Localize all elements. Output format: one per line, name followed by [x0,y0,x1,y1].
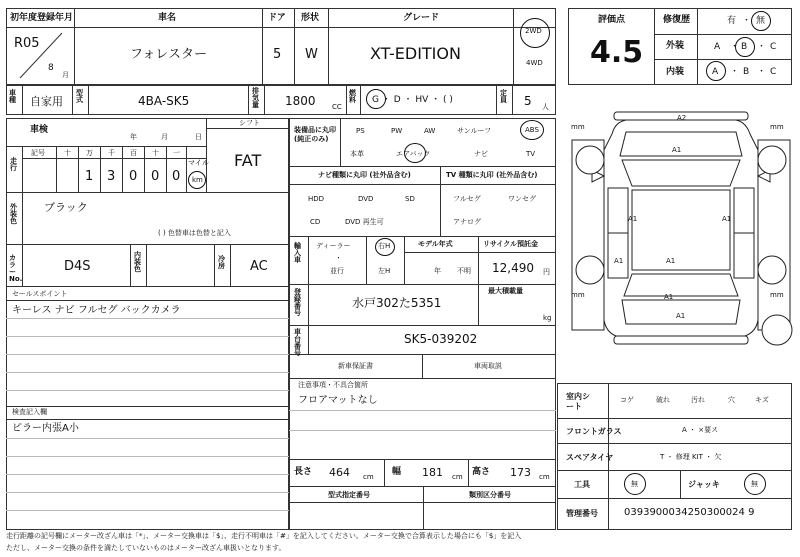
mgmt-label: 管理番号 [566,509,598,518]
import-parallel: 並行 [330,267,344,275]
inspector-value: ピラー内張A小 [12,423,79,434]
diagram-mark: A1 [676,312,686,320]
length-label: 長さ [294,467,313,477]
interior-a: A [712,67,719,77]
first-reg-month: 8 [48,63,54,73]
seat-item: 汚れ [691,396,705,404]
model-year-unknown: 不明 [457,267,471,275]
mileage-h-mile: マイル [188,159,209,167]
inspection-day-unit: 日 [195,133,202,141]
interior-dot1: ・ [730,67,740,77]
navi-type-label: ナビ種類に丸印 (社外品含む) [318,171,411,179]
height-value: 173 [510,466,531,479]
class-label: 類別区分番号 [469,491,511,499]
car-name-label: 車名 [158,13,177,23]
kg-unit: kg [543,314,552,322]
score-value: 4.5 [590,35,644,70]
navi-hdd: HDD [308,195,325,203]
equip-abs: ABS [525,126,539,134]
drive-2wd: 2WD [525,27,542,35]
notes-value: フロアマットなし [298,395,378,406]
color-value: ブラック [44,201,88,214]
fuel-value: G ・ D ・ HV ・ ( ) [372,95,453,105]
color-note: ( ) 色替車は色替と記入 [158,229,231,237]
length-cm: cm [363,473,374,481]
shift-value: FAT [234,151,262,170]
equip-pw: PW [391,127,403,135]
seat-item: 穴 [728,396,735,404]
mileage-h-ichi: 一 [173,149,180,157]
footer-line1: 走行距離の記号欄にメーター改ざん車は「*」、メーター交換車は「$」、走行不明車は「#」を記入してください。メーター交換で合算表示した場合にも「$」を記入 [6,532,522,540]
mileage-h-10man: 十 [64,149,71,157]
color-side-label: 外装色 [10,203,17,225]
mileage-side-label: 走行 [10,157,17,172]
equipment-label: 装備品に丸印 (純正のみ) [294,126,336,144]
mm-unit: mm [770,123,784,131]
fuel-label: 燃料 [349,89,356,104]
spare-label: スペアタイヤ [566,453,614,462]
door-label: ドア [268,13,286,23]
footer-line2: ただし、メーター交換の条件を満たしていないものはメーター改ざん車扱いとなります。 [6,544,286,552]
tv-analog: アナログ [453,218,481,226]
mgmt-value: 0393900034250300024 9 [624,507,755,518]
jack-label: ジャッキ [688,480,720,489]
width-label: 幅 [392,467,402,477]
km-unit: km [192,176,203,184]
mm-unit: mm [770,291,784,299]
chassis-label: 車台番号 [294,328,301,357]
type-cert-label: 型式指定番号 [328,491,370,499]
recycle-value: 12,490 [492,261,534,275]
interior-label: 内装 [666,67,685,77]
sales-points-value: キーレス ナビ フルセグ バックカメラ [12,305,181,316]
inspection-label: 車検 [30,125,49,135]
equip-tv: TV [526,150,536,158]
displacement-value: 1800 [285,94,316,108]
mileage-h-hyaku: 百 [130,149,137,157]
import-label: 輸入車 [294,242,301,264]
manual-label: 車両取説 [474,362,502,370]
capacity-label: 定員 [500,89,507,104]
usage-value: 自家用 [30,95,63,108]
repair-no: 無 [756,16,766,26]
inspection-month-unit: 月 [161,133,168,141]
exterior-b: B [741,42,748,52]
ac-value: AC [250,259,268,274]
yen-unit: 円 [543,268,550,276]
first-reg-year: R05 [14,36,40,51]
chassis-value: SK5-039202 [404,332,478,346]
model-value: 4BA-SK5 [138,94,190,108]
exterior-dot2: ・ [757,42,767,52]
shape-label: 形状 [301,13,320,23]
length-value: 464 [329,466,350,479]
capacity-unit: 人 [542,103,549,111]
model-year-unit: 年 [434,267,441,275]
interior-dot2: ・ [757,67,767,77]
interior-b: B [743,67,750,77]
notes-label: 注意事項・不具合箇所 [298,381,368,389]
left-h: 左H [378,267,391,275]
navi-cd: CD [310,218,321,226]
exterior-dot1: ・ [730,42,740,52]
car-name: フォレスター [130,47,207,62]
interior-c: C [770,67,777,77]
month-unit: 月 [62,71,69,79]
repair-label: 修復歴 [663,15,691,25]
plate-value: 水戸302た5351 [352,296,442,310]
exterior-label: 外装 [666,41,685,51]
diagram-mark: A1 [666,257,676,265]
door-value: 5 [273,47,282,62]
max-load-label: 最大積載量 [488,287,523,295]
import-dealer: ディーラー [316,242,351,250]
recycle-label: リサイクル預託金 [483,240,539,248]
model-label: 型式 [76,89,83,104]
color-code-label: カラー No. [9,254,23,283]
capacity-value: 5 [524,94,532,108]
diagram-mark: A1 [628,215,638,223]
ac-label: 冷房 [218,255,225,270]
score-label: 評価点 [598,15,626,25]
navi-dvd-play: DVD 再生可 [345,218,384,226]
grade-value: XT-EDITION [370,44,461,63]
width-cm: cm [452,473,463,481]
tools-label: 工具 [574,480,590,489]
mileage-h-ju: 十 [152,149,159,157]
diagram-mark: A1 [614,257,624,265]
width-value: 181 [422,466,443,479]
mileage-digit: 0 [129,169,138,184]
repair-yes: 有 [727,16,737,26]
inspection-year-unit: 年 [130,133,137,141]
exterior-a: A [714,42,721,52]
equip-navi: ナビ [474,150,488,158]
navi-sd: SD [405,195,415,203]
model-year-label: モデル年式 [418,240,453,248]
jack-value: 無 [751,480,758,488]
diagram-mark: A1 [672,146,682,154]
glass-value: A ・ ×要ス [682,426,719,434]
tools-value: 無 [631,480,638,488]
glass-label: フロントガラス [566,427,622,436]
exterior-c: C [770,42,777,52]
first-reg-label: 初年度登録年月 [10,13,74,23]
cc-unit: CC [332,103,342,111]
equip-ps: PS [356,127,365,135]
diagram-mark: A1 [664,293,674,301]
equip-sunroof: サンルーフ [457,127,492,135]
mileage-h-sen: 千 [108,149,115,157]
seat-item: キズ [755,396,769,404]
interior-color-label: 内装色 [134,251,141,273]
displacement-label: 排気量 [252,87,259,109]
seat-label: 室内シート [566,392,590,412]
navi-dvd: DVD [358,195,374,203]
tv-oneseg: ワンセグ [508,195,536,203]
height-label: 高さ [472,467,491,477]
mileage-h-man: 万 [86,149,93,157]
diagram-mark: A2 [677,114,687,122]
mileage-h-code: 記号 [31,149,45,157]
right-h: 右H [378,242,391,250]
grade-label: グレード [403,13,440,23]
seat-item: 破れ [656,396,670,404]
sales-points-label: セールスポイント [12,290,68,298]
mm-unit: mm [571,291,585,299]
spare-value: T ・ 修理 KIT ・ 欠 [660,453,722,461]
diagram-mark: A1 [722,215,732,223]
drive-4wd: 4WD [526,59,543,67]
repair-dot: ・ [742,16,752,26]
import-dot: ・ [335,254,342,262]
usage-label: 車種 [9,89,16,104]
equip-aw: AW [424,127,436,135]
equip-airbag: エアバック [396,150,431,158]
mm-unit: mm [571,123,585,131]
equip-leather: 本革 [350,150,364,158]
mileage-digit: 1 [85,169,94,184]
mileage-digit: 3 [107,169,116,184]
mileage-digit: 0 [151,169,160,184]
color-code-value: D4S [64,259,91,274]
shift-label: シフト [239,119,260,127]
tv-type-label: TV 種類に丸印 (社外品含む) [446,171,538,179]
tv-fullseg: フルセグ [453,195,481,203]
mileage-digit: 0 [172,169,181,184]
warranty-label: 新車保証書 [338,362,373,370]
shape-value: W [305,47,318,62]
plate-label: 登録番号 [294,288,301,317]
seat-item: コゲ [620,396,634,404]
inspector-label: 検査記入欄 [12,408,47,416]
height-cm: cm [539,473,550,481]
